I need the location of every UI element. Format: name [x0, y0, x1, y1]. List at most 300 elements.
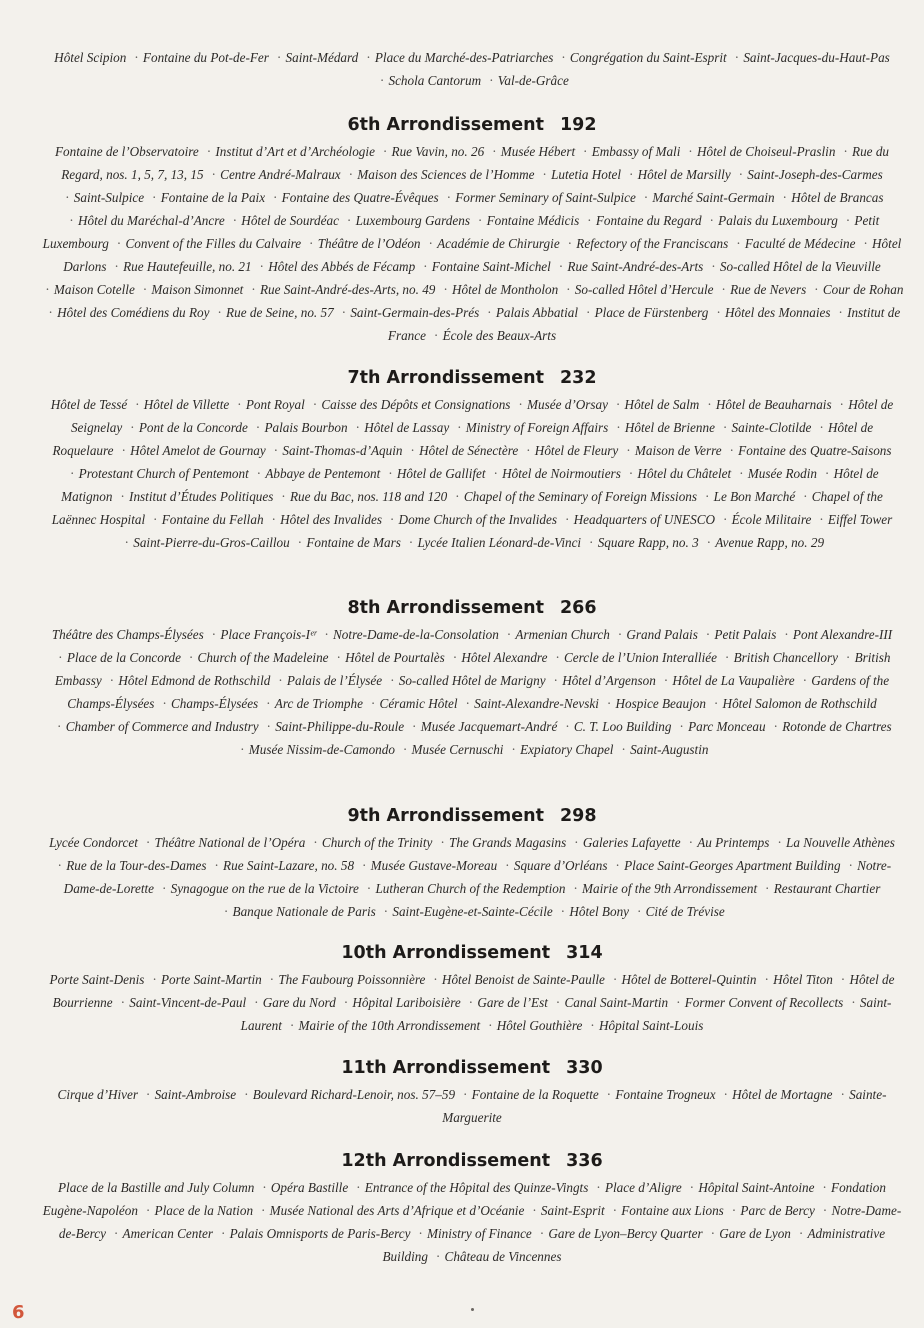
entry: Hôtel de Fleury: [534, 443, 619, 458]
separator-dot: ·: [690, 1180, 694, 1195]
separator-dot: ·: [612, 1203, 617, 1218]
separator-dot: ·: [492, 144, 496, 159]
entry: Hôtel Bony: [569, 904, 630, 919]
separator-dot: ·: [803, 489, 807, 504]
separator-dot: ·: [488, 1018, 492, 1033]
entry: Institut d’Études Politiques: [129, 489, 274, 504]
separator-dot: ·: [629, 167, 633, 182]
entry: Hôtel de Gallifet: [396, 466, 486, 481]
entry: Hôtel de Marsilly: [637, 167, 731, 182]
entry: Fontaine du Fellah: [161, 512, 264, 527]
separator-dot: ·: [135, 397, 139, 412]
entry: Opéra Bastille: [270, 1180, 349, 1195]
separator-dot: ·: [559, 259, 563, 274]
separator-dot: ·: [764, 972, 769, 987]
separator-dot: ·: [336, 650, 341, 665]
section-9th: [40, 805, 904, 923]
entry: Hôtel de Mortagne: [732, 1087, 833, 1102]
separator-dot: ·: [383, 144, 387, 159]
entry: Notre-Dame-de-la-Consolation: [333, 627, 499, 642]
entry: Rue de la Tour-des-Dames: [66, 858, 207, 873]
separator-dot: ·: [839, 397, 844, 412]
entry: Saint-Germain-des-Prés: [350, 305, 480, 320]
entry: Saint-Philippe-du-Roule: [275, 719, 405, 734]
entry: Rue du Bac, nos. 118 and 120: [289, 489, 448, 504]
entry: Hôtel Edmond de Rothschild: [118, 673, 271, 688]
section-entries: [40, 1176, 904, 1268]
separator-dot: ·: [739, 466, 743, 481]
separator-dot: ·: [453, 650, 457, 665]
entry: Eiffel Tower: [827, 512, 893, 527]
separator-dot: ·: [274, 443, 278, 458]
entry: Institut d’Art et d’Archéologie: [215, 144, 375, 159]
entry: Notre-Dame-de-Bercy: [58, 1203, 902, 1241]
entry: Embassy of Mali: [591, 144, 681, 159]
separator-dot: ·: [765, 881, 769, 896]
entry: Boulevard Richard-Lenoir, nos. 57–59: [252, 1087, 456, 1102]
entry: Lutetia Hotel: [551, 167, 622, 182]
section-7th: [40, 367, 904, 554]
entry: The Faubourg Poissonnière: [278, 972, 426, 987]
separator-dot: ·: [211, 167, 216, 182]
entry: Fontaine aux Lions: [621, 1203, 724, 1218]
entry: Galeries Lafayette: [582, 835, 681, 850]
separator-dot: ·: [802, 673, 807, 688]
section-title: 9th Arrondissement: [347, 806, 544, 826]
separator-dot: ·: [489, 73, 493, 88]
section-title: 11th Arrondissement: [341, 1058, 551, 1078]
section-heading: [40, 367, 904, 389]
separator-dot: ·: [281, 489, 285, 504]
separator-dot: ·: [153, 512, 157, 527]
entry: Hôtel de Sénectère: [419, 443, 519, 458]
section-8th: [40, 597, 904, 761]
separator-dot: ·: [355, 420, 360, 435]
separator-dot: ·: [736, 236, 740, 251]
separator-dot: ·: [851, 995, 855, 1010]
section-11th: [40, 1057, 904, 1129]
entry: The Grands Magasins: [449, 835, 567, 850]
separator-dot: ·: [629, 466, 633, 481]
entry: La Nouvelle Athènes: [786, 835, 895, 850]
separator-dot: ·: [114, 259, 119, 274]
entry: Fontaine du Regard: [595, 213, 702, 228]
separator-dot: ·: [723, 512, 727, 527]
separator-dot: ·: [152, 190, 156, 205]
entry: Palais Bourbon: [264, 420, 348, 435]
separator-dot: ·: [313, 835, 317, 850]
entry: Protestant Church of Pentemont: [78, 466, 249, 481]
entry: Hôtel des Abbés de Fécamp: [268, 259, 416, 274]
entry: Rue Saint-André-des-Arts: [567, 259, 704, 274]
separator-dot: ·: [224, 904, 228, 919]
section-entries: [40, 623, 904, 761]
separator-dot: ·: [254, 995, 258, 1010]
entry: Hôtel Gouthière: [496, 1018, 583, 1033]
separator-dot: ·: [487, 305, 491, 320]
separator-dot: ·: [403, 742, 407, 757]
separator-dot: ·: [273, 190, 277, 205]
separator-dot: ·: [410, 443, 415, 458]
section-heading: [40, 805, 904, 827]
separator-dot: ·: [705, 489, 709, 504]
entry: Hôtel de Choiseul-Praslin: [696, 144, 836, 159]
separator-dot: ·: [70, 466, 74, 481]
entry: Grand Palais: [626, 627, 698, 642]
entry: École des Beaux-Arts: [442, 328, 557, 343]
separator-dot: ·: [714, 696, 718, 711]
separator-dot: ·: [711, 259, 715, 274]
separator-dot: ·: [561, 904, 565, 919]
entry: Porte Saint-Martin: [160, 972, 262, 987]
entry: Entrance of the Hôpital des Quinze-Vingts: [364, 1180, 589, 1195]
entry: Mairie of the 9th Arrondissement: [582, 881, 758, 896]
separator-dot: ·: [457, 420, 461, 435]
entry: Fontaine de la Roquette: [471, 1087, 599, 1102]
separator-dot: ·: [244, 1087, 248, 1102]
entry: Chapel of the Laënnec Hospital: [51, 489, 883, 527]
separator-dot: ·: [637, 904, 641, 919]
entry: Parc Monceau: [688, 719, 766, 734]
entry: Fontaine Médicis: [486, 213, 580, 228]
separator-dot: ·: [819, 420, 823, 435]
separator-dot: ·: [58, 650, 62, 665]
entry: Congrégation du Saint-Esprit: [569, 50, 727, 65]
separator-dot: ·: [664, 673, 668, 688]
entry: Place Saint-Georges Apartment Building: [624, 858, 841, 873]
entry: Saint-Jacques-du-Haut-Pas: [743, 50, 890, 65]
entry: Place François-Iᵉʳ: [220, 627, 317, 642]
entry: Expiatory Chapel: [520, 742, 614, 757]
entry: Administrative Building: [382, 1226, 886, 1264]
entry: Hôpital Lariboisière: [352, 995, 461, 1010]
entry: Square d’Orléans: [513, 858, 608, 873]
entry: Rue Vavin, no. 26: [391, 144, 485, 159]
entry: Cour de Rohan: [822, 282, 904, 297]
entry: Notre-Dame-de-Lorette: [63, 858, 892, 896]
entry: Hôtel de Beauharnais: [715, 397, 832, 412]
entry: Lycée Italien Léonard-de-Vinci: [417, 535, 582, 550]
entry: Musée Cernuschi: [411, 742, 504, 757]
separator-dot: ·: [266, 696, 270, 711]
separator-dot: ·: [587, 213, 591, 228]
section-entries: [40, 1083, 904, 1129]
separator-dot: ·: [518, 397, 523, 412]
separator-dot: ·: [616, 420, 620, 435]
entry: Musée Rodin: [747, 466, 817, 481]
entry: Maison des Sciences de l’Homme: [357, 167, 535, 182]
entry: Château de Vincennes: [444, 1249, 562, 1264]
separator-dot: ·: [146, 835, 150, 850]
separator-dot: ·: [493, 466, 498, 481]
separator-dot: ·: [574, 835, 578, 850]
entry: Hôtel de Botterel-Quintin: [621, 972, 757, 987]
entry: Rue Saint-Lazare, no. 58: [223, 858, 355, 873]
entry: Pont de la Concorde: [138, 420, 248, 435]
separator-dot: ·: [706, 627, 710, 642]
entry: American Center: [122, 1226, 214, 1241]
separator-dot: ·: [418, 1226, 423, 1241]
separator-dot: ·: [590, 1018, 594, 1033]
entry: Palais Abbatial: [495, 305, 579, 320]
entry: Place de Fürstenberg: [594, 305, 709, 320]
entry: Fontaine de l’Observatoire: [54, 144, 199, 159]
entry: Hôtel de Montholon: [451, 282, 559, 297]
separator-dot: ·: [45, 282, 49, 297]
entry: Petit Palais: [714, 627, 777, 642]
separator-dot: ·: [540, 1226, 544, 1241]
entry: Rue Hautefeuille, no. 21: [123, 259, 252, 274]
entry: Arc de Triomphe: [274, 696, 363, 711]
separator-dot: ·: [433, 972, 437, 987]
separator-dot: ·: [707, 397, 711, 412]
entry: Former Convent of Recollects: [684, 995, 844, 1010]
section-entries: [40, 831, 904, 923]
entry: Palais du Luxembourg: [718, 213, 838, 228]
separator-dot: ·: [556, 995, 560, 1010]
separator-dot: ·: [738, 167, 743, 182]
separator-dot: ·: [782, 190, 787, 205]
entry: Palais de l’Élysée: [286, 673, 383, 688]
separator-dot: ·: [366, 50, 370, 65]
entry: Sainte-Clotilde: [731, 420, 812, 435]
entry: Maison de Verre: [634, 443, 722, 458]
separator-dot: ·: [526, 443, 530, 458]
separator-dot: ·: [162, 881, 166, 896]
entry: Hôtel de Noirmoutiers: [502, 466, 621, 481]
separator-dot: ·: [434, 328, 438, 343]
separator-dot: ·: [846, 650, 850, 665]
entry: Musée Hébert: [500, 144, 576, 159]
entry: Hôtel de Matignon: [61, 466, 879, 504]
separator-dot: ·: [732, 1203, 736, 1218]
section-10th: [40, 942, 904, 1037]
entry: So-called Hôtel de la Vieuville: [719, 259, 881, 274]
separator-dot: ·: [561, 50, 565, 65]
separator-dot: ·: [773, 719, 778, 734]
entry: Square Rapp, no. 3: [597, 535, 699, 550]
entry: Place de la Nation: [154, 1203, 254, 1218]
entry: Former Seminary of Saint-Sulpice: [455, 190, 636, 205]
separator-dot: ·: [262, 1180, 266, 1195]
separator-dot: ·: [152, 972, 156, 987]
separator-dot: ·: [278, 673, 282, 688]
entry: Banque Nationale de Paris: [232, 904, 376, 919]
separator-dot: ·: [313, 397, 317, 412]
entry: Headquarters of UNESCO: [573, 512, 716, 527]
section-heading: [40, 1057, 904, 1079]
entry: Gare de l’Est: [477, 995, 548, 1010]
separator-dot: ·: [723, 1087, 728, 1102]
section-title: 7th Arrondissement: [347, 368, 544, 388]
entry: Fontaine de Mars: [306, 535, 401, 550]
entry: Hôtel Titon: [773, 972, 833, 987]
entry: Hôtel Scipion: [54, 50, 127, 65]
separator-dot: ·: [367, 881, 371, 896]
separator-dot: ·: [298, 535, 302, 550]
entry: Chamber of Commerce and Industry: [65, 719, 259, 734]
section-heading: [40, 597, 904, 619]
separator-dot: ·: [511, 742, 516, 757]
separator-dot: ·: [412, 719, 416, 734]
separator-dot: ·: [846, 213, 850, 228]
separator-dot: ·: [567, 236, 572, 251]
separator-dot: ·: [723, 420, 727, 435]
entry: Canal Saint-Martin: [564, 995, 669, 1010]
entry: Fontaine du Pot-de-Fer: [142, 50, 269, 65]
entry: Fontaine Saint-Michel: [431, 259, 551, 274]
entry: Saint-Sulpice: [73, 190, 145, 205]
separator-dot: ·: [725, 650, 729, 665]
separator-dot: ·: [644, 190, 648, 205]
separator-dot: ·: [271, 512, 276, 527]
entry: Lutheran Church of the Redemption: [375, 881, 566, 896]
entry: Place de la Bastille and July Column: [58, 1180, 255, 1195]
entry: Rotonde de Chartres: [782, 719, 892, 734]
separator-dot: ·: [290, 1018, 294, 1033]
entry: Fondation Eugène-Napoléon: [42, 1180, 886, 1218]
separator-dot: ·: [565, 512, 569, 527]
separator-dot: ·: [586, 305, 590, 320]
separator-dot: ·: [261, 1203, 265, 1218]
entry: Hôtel de La Vaupalière: [672, 673, 795, 688]
separator-dot: ·: [117, 236, 121, 251]
entry: Parc de Bercy: [740, 1203, 815, 1218]
separator-dot: ·: [270, 972, 274, 987]
separator-dot: ·: [721, 282, 726, 297]
separator-dot: ·: [212, 627, 216, 642]
entry: Schola Cantorum: [388, 73, 482, 88]
entry: Fontaine de la Paix: [160, 190, 266, 205]
entry: Rue de Seine, no. 57: [226, 305, 334, 320]
separator-dot: ·: [114, 1226, 118, 1241]
separator-dot: ·: [257, 466, 261, 481]
entry: Pont Royal: [245, 397, 305, 412]
entry: École Militaire: [731, 512, 812, 527]
separator-dot: ·: [822, 1180, 827, 1195]
separator-dot: ·: [65, 190, 69, 205]
separator-dot: ·: [277, 50, 281, 65]
separator-dot: ·: [134, 50, 138, 65]
entry: Church of the Trinity: [321, 835, 433, 850]
separator-dot: ·: [566, 282, 570, 297]
separator-dot: ·: [207, 144, 211, 159]
separator-dot: ·: [589, 535, 593, 550]
section-page-number: 314: [566, 943, 603, 963]
separator-dot: ·: [621, 742, 626, 757]
separator-dot: ·: [57, 858, 62, 873]
section-heading: [40, 1150, 904, 1172]
entry: Hôtel de Bourrienne: [52, 972, 895, 1010]
separator-dot: ·: [124, 535, 129, 550]
section-page-number: 192: [560, 115, 597, 135]
section-page-number: 336: [566, 1151, 603, 1171]
entry: Hôtel de Lassay: [364, 420, 450, 435]
separator-dot: ·: [440, 835, 445, 850]
separator-dot: ·: [607, 1087, 611, 1102]
separator-dot: ·: [342, 305, 346, 320]
separator-dot: ·: [348, 167, 353, 182]
section-heading: [40, 942, 904, 964]
separator-dot: ·: [143, 282, 147, 297]
separator-dot: ·: [706, 535, 711, 550]
separator-dot: ·: [259, 259, 264, 274]
section-title: 12th Arrondissement: [341, 1151, 551, 1171]
separator-dot: ·: [615, 858, 620, 873]
separator-dot: ·: [423, 259, 427, 274]
separator-dot: ·: [819, 512, 823, 527]
separator-dot: ·: [729, 443, 734, 458]
entry: Maison Simonnet: [151, 282, 244, 297]
entry: Gare de Lyon–Bercy Quarter: [548, 1226, 703, 1241]
entry: Restaurant Chartier: [773, 881, 881, 896]
entry: Rue de Nevers: [730, 282, 807, 297]
entry: Chapel of the Seminary of Foreign Missions: [463, 489, 698, 504]
entry: Hôtel d’Argenson: [562, 673, 656, 688]
stray-dot: [471, 1308, 474, 1311]
separator-dot: ·: [799, 1226, 803, 1241]
separator-dot: ·: [237, 397, 241, 412]
entry: Au Printemps: [697, 835, 770, 850]
separator-dot: ·: [613, 972, 617, 987]
entry: Musée Nissim-de-Camondo: [248, 742, 395, 757]
entry: Petit Luxembourg: [42, 213, 880, 251]
separator-dot: ·: [838, 305, 843, 320]
section-page-number: 232: [560, 368, 597, 388]
section-page-number: 330: [566, 1058, 603, 1078]
entry: Hôtel des Comédiens du Roy: [57, 305, 210, 320]
entry: Val-de-Grâce: [497, 73, 569, 88]
section-6th: [40, 114, 904, 347]
section-title: 8th Arrondissement: [347, 598, 544, 618]
entry: Gare de Lyon: [719, 1226, 791, 1241]
separator-dot: ·: [120, 489, 125, 504]
entry: Marché Saint-Germain: [652, 190, 775, 205]
entry: Abbaye de Pentemont: [265, 466, 381, 481]
entry: Fontaine des Quatre-Évêques: [281, 190, 439, 205]
separator-dot: ·: [221, 1226, 225, 1241]
entry: Refectory of the Franciscans: [576, 236, 729, 251]
entry: Hôtel de Tessé: [50, 397, 128, 412]
separator-dot: ·: [710, 1226, 715, 1241]
separator-dot: ·: [362, 858, 366, 873]
entry: Fontaine Trogneux: [615, 1087, 716, 1102]
entry: Le Bon Marché: [713, 489, 796, 504]
separator-dot: ·: [532, 1203, 536, 1218]
separator-dot: ·: [688, 144, 692, 159]
separator-dot: ·: [505, 858, 509, 873]
separator-dot: ·: [688, 835, 693, 850]
separator-dot: ·: [841, 972, 845, 987]
entry: Palais Omnisports de Paris-Bercy: [229, 1226, 411, 1241]
entry: Luxembourg Gardens: [355, 213, 470, 228]
entry: Hôtel Alexandre: [461, 650, 548, 665]
separator-dot: ·: [217, 305, 222, 320]
entry: Lycée Condorcet: [49, 835, 138, 850]
separator-dot: ·: [848, 858, 853, 873]
entry: Armenian Church: [515, 627, 610, 642]
separator-dot: ·: [679, 719, 684, 734]
separator-dot: ·: [463, 1087, 467, 1102]
entry: Hôtel du Maréchal-d’Ancre: [77, 213, 225, 228]
entry: Saint-Eugène-et-Sainte-Cécile: [392, 904, 553, 919]
separator-dot: ·: [436, 1249, 440, 1264]
separator-dot: ·: [356, 1180, 360, 1195]
entry: Gardens of the Champs-Élysées: [67, 673, 890, 711]
separator-dot: ·: [626, 443, 630, 458]
entry: Hôtel Benoist de Sainte-Paulle: [441, 972, 605, 987]
entry: Hôtel Amelot de Gournay: [130, 443, 266, 458]
